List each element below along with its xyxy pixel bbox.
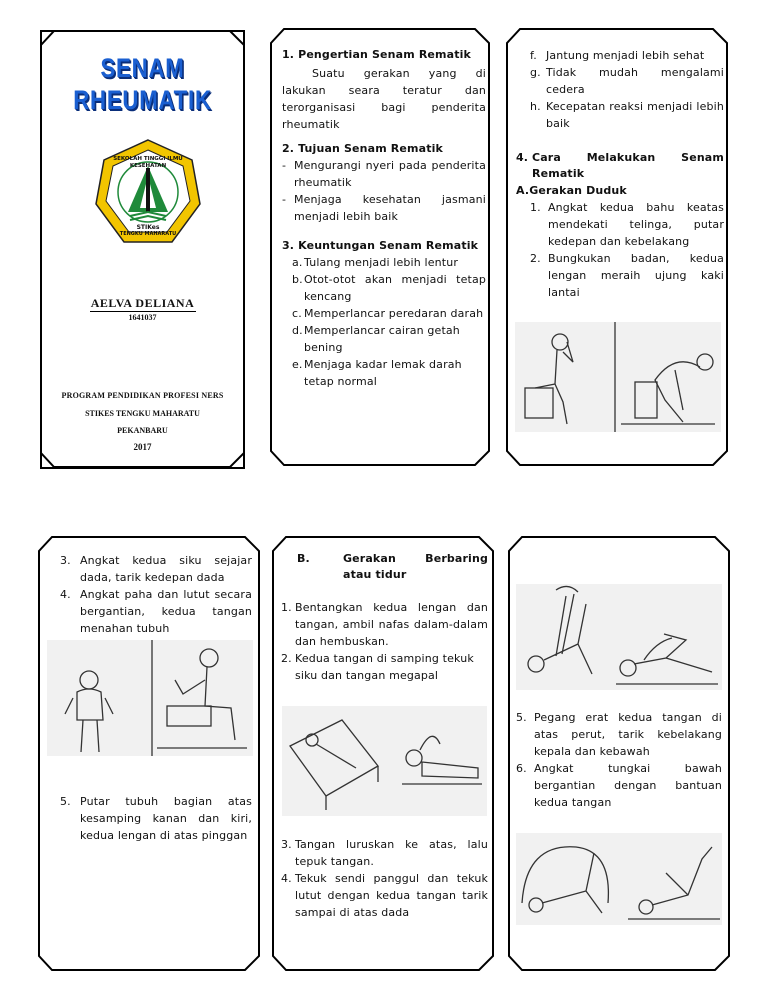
list-item: f. Jantung menjadi lebih sehat	[530, 49, 705, 62]
list-item: - Mengurangi nyeri pada penderita rheumatik	[282, 159, 486, 189]
heading-gerakan-duduk: A.Gerakan Duduk	[516, 184, 627, 197]
sketch-image	[282, 706, 487, 816]
list-item: 1. Angkat kedua bahu keatas mendekati telinga, putar kedepan dan kebelakang	[530, 201, 724, 248]
heading-cara: 4. Cara Melakukan Senam Rematik	[516, 151, 724, 180]
pengertian-body: Suatu gerakan yang di lakukan seara teratur dan terorganisasi bagi penderita rheumatik	[282, 67, 486, 131]
tujuan-list	[282, 157, 486, 225]
panel-4-content-top	[60, 552, 252, 637]
list-item: h. Kecepatan reaksi menjadi lebih baik	[530, 100, 724, 130]
panel-5-content-top	[281, 551, 488, 684]
list-item: c. Memperlancar peredaran darah	[292, 307, 484, 320]
panel-5-content-bottom	[281, 836, 488, 921]
city-name: PEKANBARU	[117, 426, 168, 435]
cover-title-line2: RHEUMATIK	[73, 85, 212, 115]
list-item: 5. Putar tubuh bagian atas kesamping kanan dan kiri, kedua lengan di atas pinggan	[60, 795, 252, 842]
keuntungan-list	[282, 254, 486, 390]
school-logo	[94, 138, 202, 246]
list-item: g. Tidak mudah mengalami cedera	[530, 66, 724, 96]
heading-keuntungan: 3. Keuntungan Senam Rematik	[282, 239, 479, 252]
author-name: AELVA DELIANA	[90, 296, 195, 310]
cover-title-line1: SENAM	[100, 53, 185, 83]
list-item: 3. Angkat kedua siku sejajar dada, tarik kedepan dada	[60, 554, 252, 584]
keuntungan-list-cont	[516, 47, 724, 132]
program-name: PROGRAM PENDIDIKAN PROFESI NERS	[61, 391, 224, 400]
list-item: 2. Bungkukan badan, kedua lengan meraih ujung kaki lantai	[530, 252, 724, 299]
list-item: 5. Pegang erat kedua tangan di atas perut, tarik kebelakang kepala dan kebawah	[516, 711, 722, 758]
list-item: e. Menjaga kadar lemak darah tetap normal	[292, 358, 462, 388]
sketch-image	[47, 640, 253, 756]
illustration-lying-arms	[282, 706, 487, 816]
logo-ring-text: SEKOLAH TINGGI ILMU KESEHATAN	[113, 156, 183, 169]
illustration-elbow-knee-lift	[47, 640, 253, 756]
gerakan-berbaring-list	[281, 599, 488, 684]
school-name: STIKES TENGKU MAHARATU	[85, 409, 200, 418]
list-item: 1. Bentangkan kedua lengan dan tangan, ambil nafas dalam-dalam dan hembuskan.	[281, 601, 488, 648]
author-underline	[90, 311, 196, 312]
list-item: 2. Kedua tangan di samping tekuk siku dan tangan megapal	[281, 652, 474, 682]
logo-sub: TENGKU MAHARATU	[119, 231, 177, 237]
cover-title	[40, 52, 245, 116]
illustration-lying-leg-lift	[516, 833, 722, 925]
list-item: - Menjaga kesehatan jasmani menjadi lebih baik	[282, 193, 486, 223]
illustration-seated-exercise	[515, 322, 721, 432]
sketch-image	[515, 322, 721, 432]
illustration-lying-clap-knees	[516, 584, 722, 690]
list-item: 4. Tekuk sendi panggul dan tekuk lutut dengan kedua tangan tarik sampai di atas dada	[281, 872, 488, 919]
list-item: 3. Tangan luruskan ke atas, lalu tepuk tangan.	[281, 838, 488, 868]
cover-year: 2017	[133, 442, 152, 452]
panel-6-content	[516, 709, 722, 811]
logo-name: STIKes	[136, 224, 160, 231]
panel-3-content	[516, 47, 724, 301]
list-item: 6. Angkat tungkai bawah bergantian dengan bantuan kedua tangan	[516, 762, 722, 809]
sketch-image	[516, 584, 722, 690]
heading-pengertian: 1. Pengertian Senam Rematik	[282, 48, 472, 61]
list-item: b. Otot-otot akan menjadi tetap kencang	[292, 273, 486, 303]
list-item: a. Tulang menjadi lebih lentur	[292, 256, 459, 269]
author-nim: 1641037	[128, 313, 157, 322]
heading-gerakan-berbaring: B. Gerakan Berbaring atau tidur	[297, 552, 488, 581]
gerakan-duduk-list	[516, 199, 724, 301]
list-item: 4. Angkat paha dan lutut secara bergantian, kedua tangan menahan tubuh	[60, 588, 252, 635]
sketch-image	[516, 833, 722, 925]
panel-4-content-bottom	[60, 793, 252, 844]
list-item: d. Memperlancar cairan getah bening	[292, 324, 460, 354]
heading-tujuan: 2. Tujuan Senam Rematik	[282, 142, 444, 155]
panel-2-content	[282, 47, 486, 390]
